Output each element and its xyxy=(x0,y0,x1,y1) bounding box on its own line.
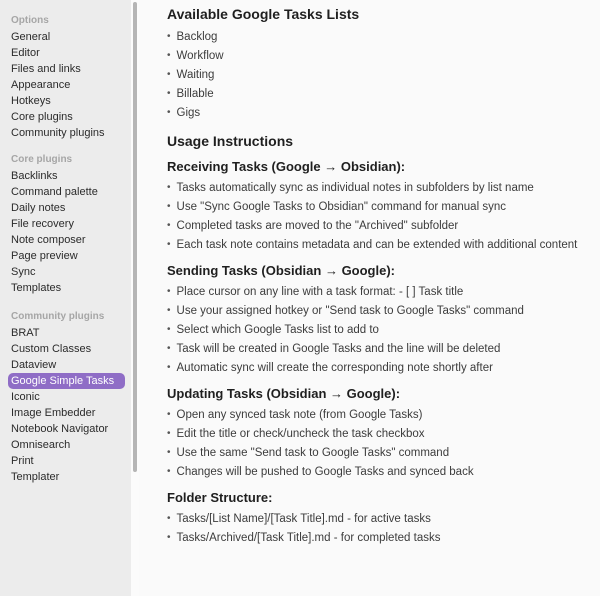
sidebar-section-core-plugins xyxy=(0,152,131,296)
folder-structure-heading: Folder Structure: xyxy=(167,490,273,505)
list-item: • Automatic sync will create the corresponding note shortly after xyxy=(167,359,582,378)
list-item: • Use your assigned hotkey or "Send task to Google Tasks" command xyxy=(167,302,582,321)
list-item: • Open any synced task note (from Google Tasks) xyxy=(167,406,582,425)
sidebar-item-sync[interactable]: Sync xyxy=(11,266,36,278)
sidebar-section-header: Options xyxy=(11,15,49,26)
list-item: • Use the same "Send task to Google Tasks" command xyxy=(167,444,582,463)
list-item: • Tasks/Archived/[Task Title].md - for completed tasks xyxy=(167,529,582,548)
sending-tasks-heading: Sending Tasks (Obsidian → Google): xyxy=(167,263,396,278)
bullet-list xyxy=(167,406,582,482)
bullet-list xyxy=(167,179,582,255)
receiving-tasks-heading: Receiving Tasks (Google → Obsidian): xyxy=(167,159,406,174)
list-item: • Waiting xyxy=(167,66,582,85)
sidebar-item-custom-classes[interactable]: Custom Classes xyxy=(11,343,92,355)
sidebar-item-notebook-navigator[interactable]: Notebook Navigator xyxy=(11,423,109,435)
list-item: • Changes will be pushed to Google Tasks and synced back xyxy=(167,463,582,482)
usage-instructions-heading: Usage Instructions xyxy=(167,133,294,149)
sidebar-item-editor[interactable]: Editor xyxy=(11,47,40,59)
list-item: • Use "Sync Google Tasks to Obsidian" command for manual sync xyxy=(167,198,582,217)
sidebar-item-dataview[interactable]: Dataview xyxy=(11,359,57,371)
sidebar-item-image-embedder[interactable]: Image Embedder xyxy=(11,407,96,419)
sidebar-section-community-plugins xyxy=(0,309,131,485)
sidebar-section-options xyxy=(0,13,131,141)
list-item: • Tasks automatically sync as individual notes in subfolders by list name xyxy=(167,179,582,198)
list-item: • Edit the title or check/uncheck the task checkbox xyxy=(167,425,582,444)
list-item: • Tasks/[List Name]/[Task Title].md - for active tasks xyxy=(167,510,582,529)
sidebar-item-appearance[interactable]: Appearance xyxy=(11,79,71,91)
sidebar-item-general[interactable]: General xyxy=(11,31,51,43)
list-item: • Select which Google Tasks list to add to xyxy=(167,321,582,340)
bullet-list xyxy=(167,510,582,548)
list-item: • Task will be created in Google Tasks and the line will be deleted xyxy=(167,340,582,359)
sidebar-item-page-preview[interactable]: Page preview xyxy=(11,250,78,262)
list-item: • Billable xyxy=(167,85,582,104)
list-item: • Place cursor on any line with a task format: - [ ] Task title xyxy=(167,283,582,302)
sidebar-item-hotkeys[interactable]: Hotkeys xyxy=(11,95,51,107)
sidebar-item-omnisearch[interactable]: Omnisearch xyxy=(11,439,71,451)
sidebar-item-file-recovery[interactable]: File recovery xyxy=(11,218,74,230)
sidebar-item-files-and-links[interactable]: Files and links xyxy=(11,63,81,75)
list-item: • Gigs xyxy=(167,104,582,123)
sidebar-scrollbar-thumb[interactable] xyxy=(133,2,137,472)
sidebar-item-command-palette[interactable]: Command palette xyxy=(11,186,98,198)
sidebar-item-note-composer[interactable]: Note composer xyxy=(11,234,86,246)
list-item: • Workflow xyxy=(167,47,582,66)
sidebar-item-daily-notes[interactable]: Daily notes xyxy=(11,202,66,214)
list-item: • Each task note contains metadata and can be extended with additional content xyxy=(167,236,582,255)
window-bottom-edge xyxy=(0,596,600,600)
sidebar-section-header: Community plugins xyxy=(11,311,105,322)
bullet-list xyxy=(167,283,582,378)
sidebar-item-templater[interactable]: Templater xyxy=(11,471,60,483)
updating-tasks-heading: Updating Tasks (Obsidian → Google): xyxy=(167,386,401,401)
sidebar-item-backlinks[interactable]: Backlinks xyxy=(11,170,58,182)
sidebar-item-iconic[interactable]: Iconic xyxy=(11,391,40,403)
settings-content xyxy=(139,0,600,596)
sidebar-section-header: Core plugins xyxy=(11,154,73,165)
sidebar-item-print[interactable]: Print xyxy=(11,455,34,467)
available-lists-heading: Available Google Tasks Lists xyxy=(167,6,360,22)
settings-sidebar xyxy=(0,0,131,596)
list-item: • Backlog xyxy=(167,28,582,47)
sidebar-item-google-simple-tasks[interactable]: Google Simple Tasks xyxy=(8,373,125,389)
sidebar-item-community-plugins[interactable]: Community plugins xyxy=(11,127,105,139)
sidebar-item-brat[interactable]: BRAT xyxy=(11,327,40,339)
bullet-list xyxy=(167,28,582,123)
list-item: • Completed tasks are moved to the "Archived" subfolder xyxy=(167,217,582,236)
sidebar-item-core-plugins[interactable]: Core plugins xyxy=(11,111,73,123)
sidebar-item-templates[interactable]: Templates xyxy=(11,282,62,294)
